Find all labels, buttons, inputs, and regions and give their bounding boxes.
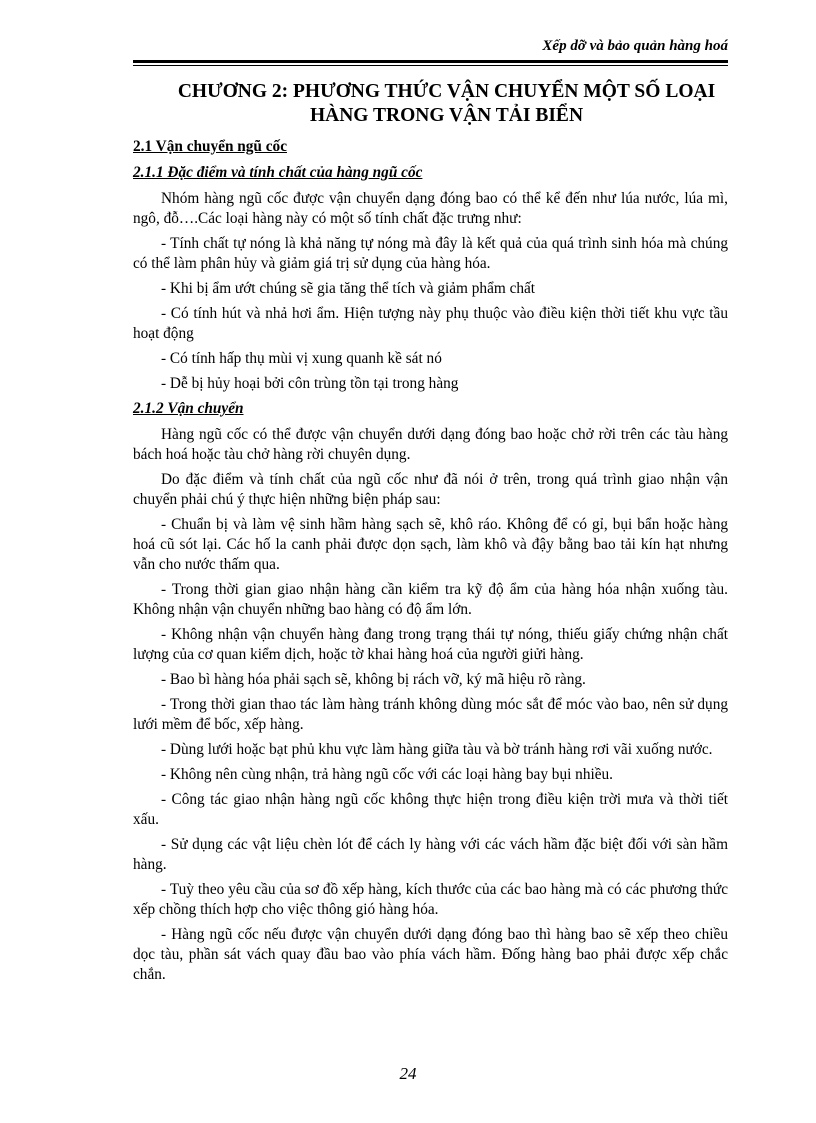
section-heading-2-1: 2.1 Vận chuyển ngũ cốc bbox=[133, 138, 287, 155]
subsection-heading-2-1-2: 2.1.2 Vận chuyển bbox=[133, 400, 244, 417]
page-number: 24 bbox=[399, 1064, 417, 1083]
paragraph: - Có tính hấp thụ mùi vị xung quanh kề sát nó bbox=[161, 350, 442, 367]
page-body bbox=[133, 80, 728, 990]
paragraph: - Dễ bị hủy hoại bởi côn trùng tồn tại trong hàng bbox=[161, 375, 459, 392]
chapter-title-line1: CHƯƠNG 2: PHƯƠNG THỨC VẬN CHUYỂN MỘT SỐ LOẠI bbox=[177, 81, 716, 102]
paragraph: - Công tác giao nhận hàng ngũ cốc không thực hiện trong điều kiện trời mưa và thời tiết xấu. bbox=[133, 791, 728, 828]
paragraph: - Chuẩn bị và làm vệ sinh hầm hàng sạch sẽ, khô ráo. Không để có gỉ, bụi bẩn hoặc hàng hoá cũ sót lại. Các hố la canh phải được dọn sạch, làm khô và đậy bằng bao tải kín hạt nhưng vẫn cho nước thấm qua. bbox=[133, 516, 728, 573]
subsection-heading-2-1-1: 2.1.1 Đặc điểm và tính chất của hàng ngũ cốc bbox=[133, 164, 423, 181]
paragraph: - Không nên cùng nhận, trả hàng ngũ cốc với các loại hàng bay bụi nhiều. bbox=[161, 766, 613, 783]
paragraph: - Trong thời gian giao nhận hàng cần kiểm tra kỹ độ ẩm của hàng hóa nhận xuống tàu. Không nhận vận chuyển những bao hàng có độ ẩm lớn. bbox=[133, 581, 728, 618]
paragraph: - Có tính hút và nhả hơi ẩm. Hiện tượng này phụ thuộc vào điều kiện thời tiết khu vực tầu hoạt động bbox=[133, 305, 728, 342]
header-rule-thin bbox=[133, 65, 728, 66]
paragraph: Nhóm hàng ngũ cốc được vận chuyển dạng đóng bao có thể kể đến như lúa nước, lúa mì, ngô, đỗ….Các loại hàng này có một số tính chất đặc trưng như: bbox=[133, 190, 728, 227]
paragraph: Do đặc điểm và tính chất của ngũ cốc như đã nói ở trên, trong quá trình giao nhận vận chuyển phải chú ý thực hiện những biện pháp sau: bbox=[133, 471, 728, 508]
paragraph: Hàng ngũ cốc có thể được vận chuyển dưới dạng đóng bao hoặc chở rời trên các tàu hàng bách hoá hoặc tàu chở hàng rời chuyên dụng. bbox=[133, 426, 728, 463]
paragraph: - Trong thời gian thao tác làm hàng tránh không dùng móc sắt để móc vào bao, nên sử dụng lưới mềm để bốc, xếp hàng. bbox=[133, 696, 728, 733]
paragraph: - Khi bị ẩm ướt chúng sẽ gia tăng thể tích và giảm phẩm chất bbox=[161, 280, 536, 297]
chapter-title-line2: HÀNG TRONG VẬN TẢI BIỂN bbox=[309, 105, 584, 126]
paragraph: - Hàng ngũ cốc nếu được vận chuyển dưới dạng đóng bao thì hàng bao sẽ xếp theo chiều dọc tàu, phần sát vách quay đầu bao vào phía vách hầm. Đống hàng bao phải được xếp chắc chắn. bbox=[133, 926, 728, 983]
paragraph: - Bao bì hàng hóa phải sạch sẽ, không bị rách vỡ, ký mã hiệu rõ ràng. bbox=[161, 671, 586, 688]
paragraph: - Tuỳ theo yêu cầu của sơ đồ xếp hàng, kích thước của các bao hàng mà có các phương thức xếp chồng thích hợp cho việc thông gió hàng hóa. bbox=[133, 881, 728, 918]
paragraph: - Dùng lưới hoặc bạt phủ khu vực làm hàng giữa tàu và bờ tránh hàng rơi vãi xuống nước. bbox=[161, 741, 713, 758]
running-header: Xếp dỡ và bảo quản hàng hoá bbox=[542, 38, 728, 54]
paragraph: - Sử dụng các vật liệu chèn lót để cách ly hàng với các vách hầm đặc biệt đối với sàn hầm hàng. bbox=[133, 836, 728, 873]
chapter-title bbox=[133, 80, 728, 128]
paragraph: - Tính chất tự nóng là khả năng tự nóng mà đây là kết quả của quá trình sinh hóa mà chúng có thể làm phân hủy và giảm giá trị sử dụng của hàng hóa. bbox=[133, 235, 728, 272]
paragraph: - Không nhận vận chuyển hàng đang trong trạng thái tự nóng, thiếu giấy chứng nhận chất lượng của cơ quan kiểm dịch, hoặc tờ khai hàng hoá của người giửi hàng. bbox=[133, 626, 728, 663]
header-rule-thick bbox=[133, 60, 728, 63]
